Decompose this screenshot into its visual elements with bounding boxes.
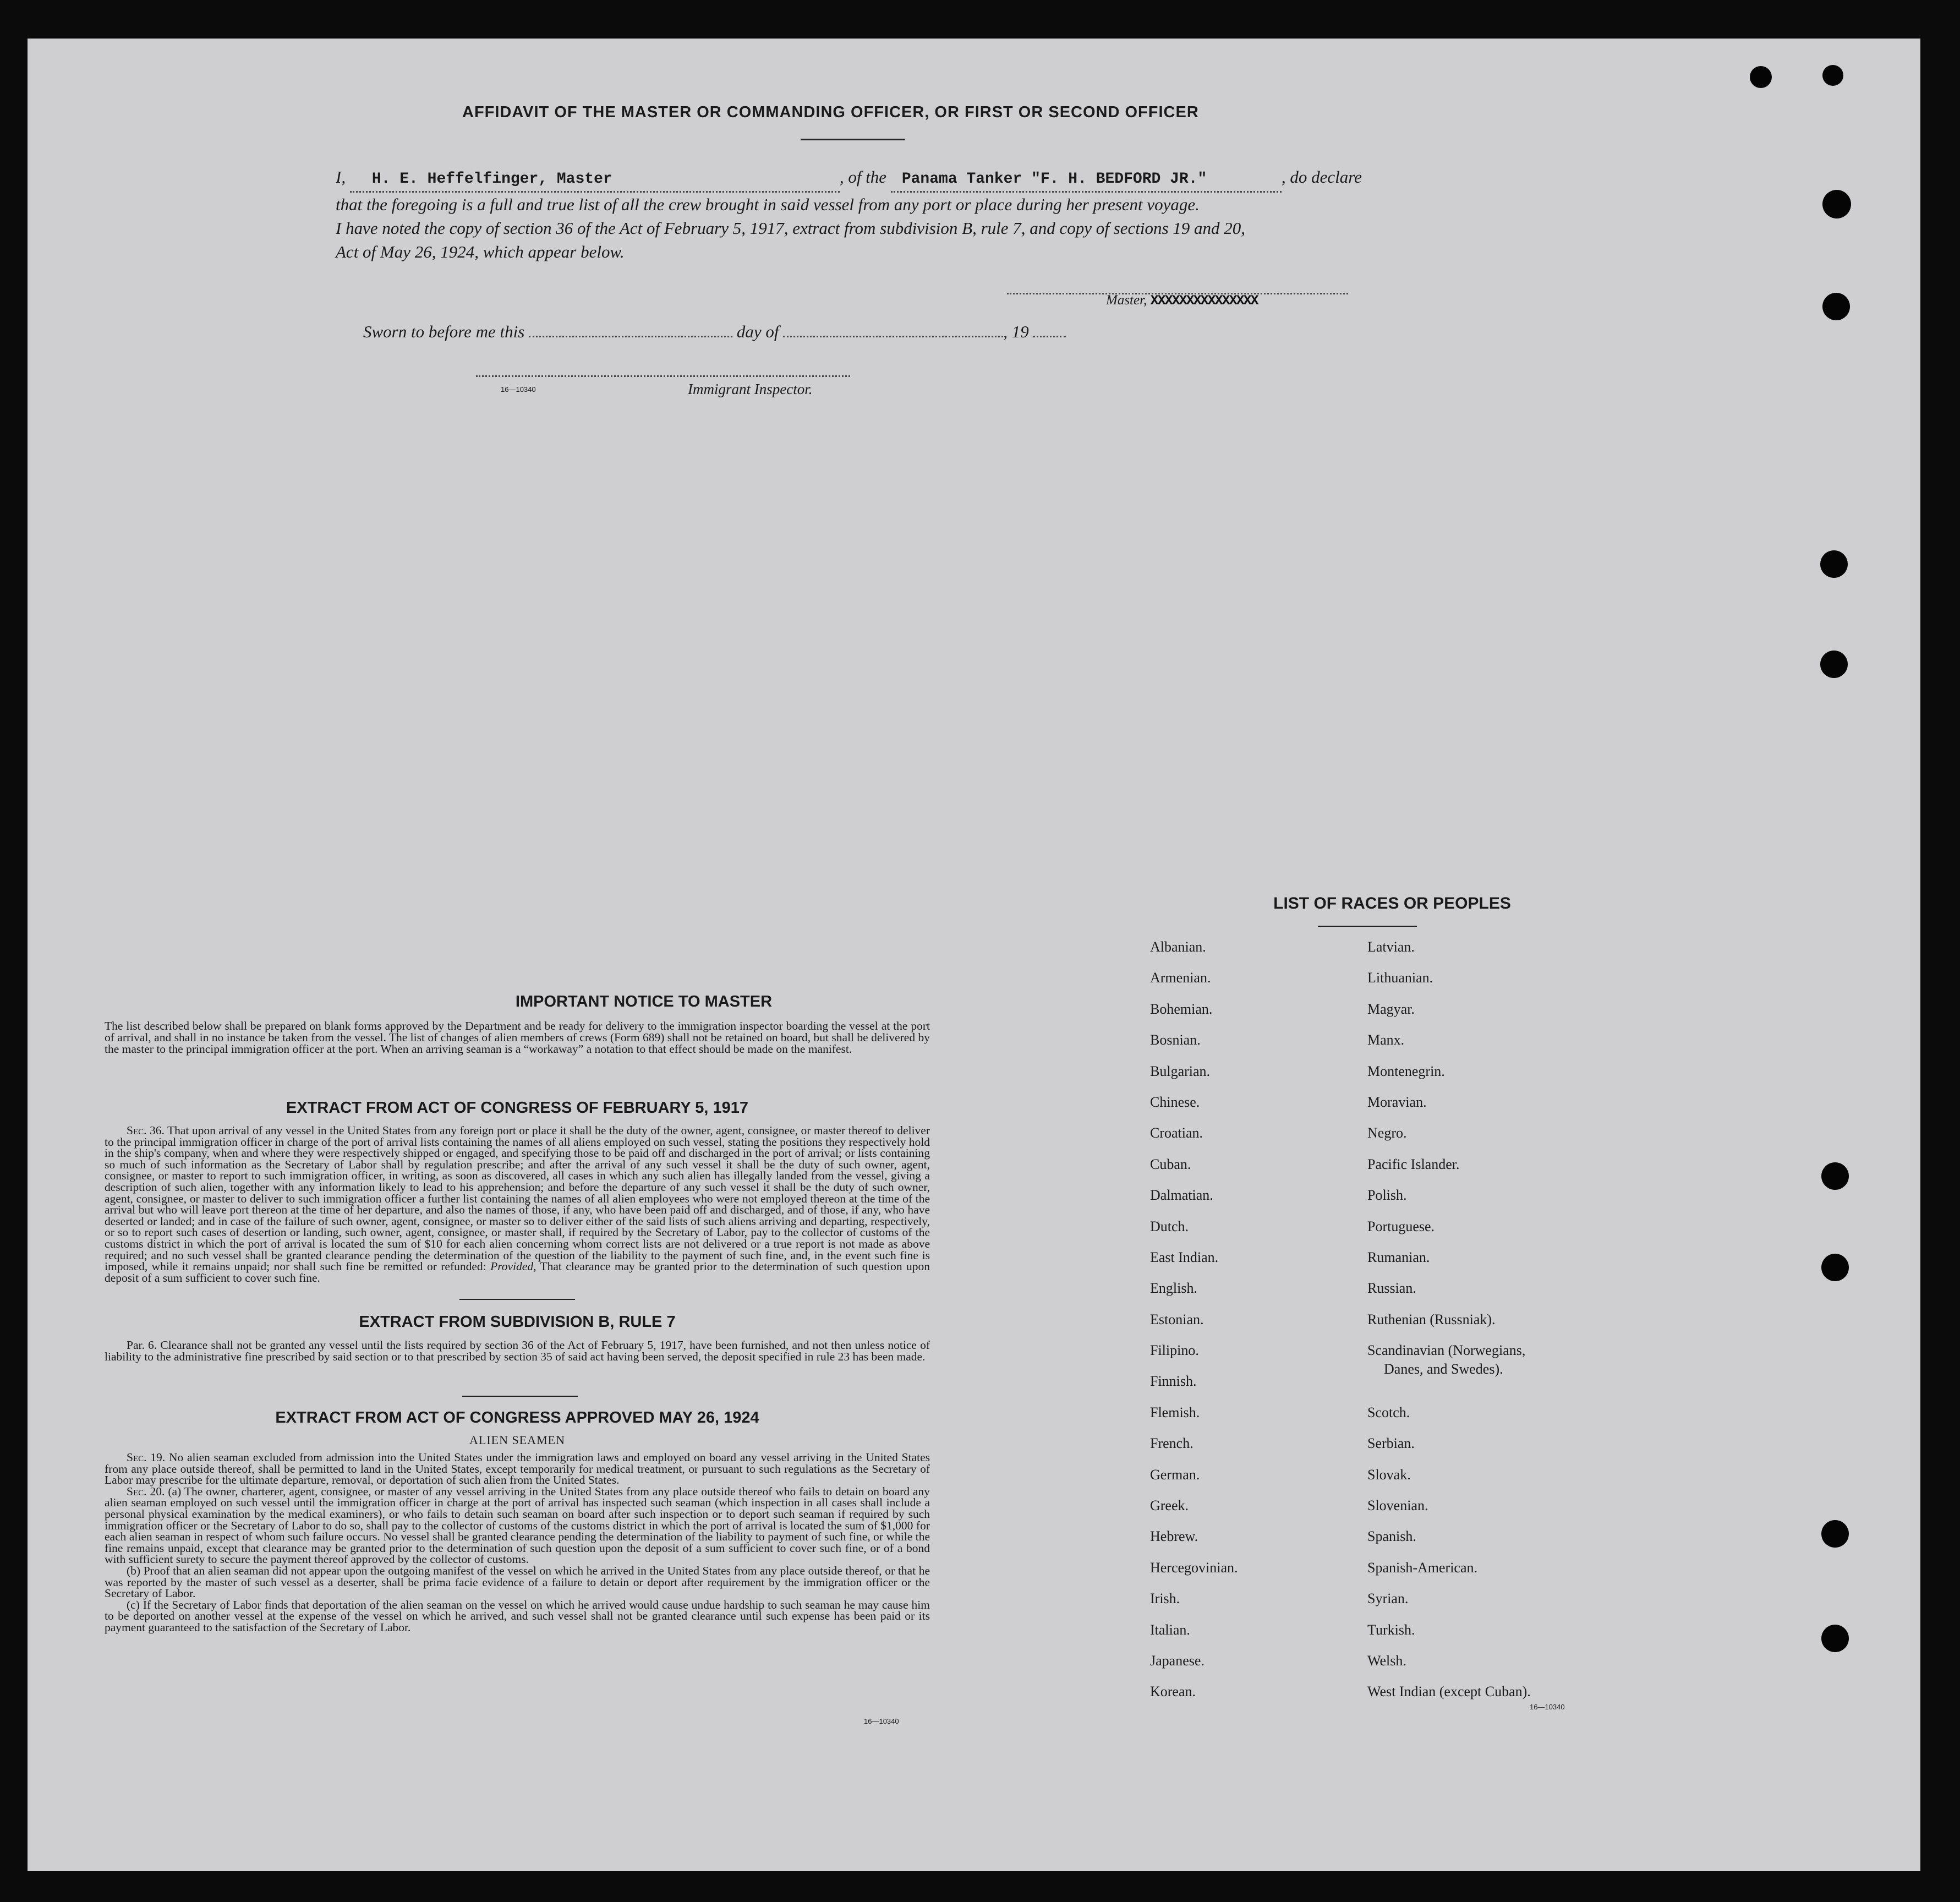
punch-hole xyxy=(1822,65,1843,86)
races-title-rule xyxy=(1318,926,1417,927)
race-item: English. xyxy=(1150,1280,1197,1297)
declaration-line-4: Act of May 26, 1924, which appear below. xyxy=(336,242,625,261)
master-name: H. E. Heffelfinger, Master xyxy=(350,167,840,193)
race-item: Bohemian. xyxy=(1150,1001,1213,1017)
races-title: LIST OF RACES OR PEOPLES xyxy=(1273,894,1511,912)
sec20a-text: (a) The owner, charterer, agent, consignee, or master of any vessel arriving in the United States from any place outside thereof who fails to detain on board any alien seaman employed on such vessel until the immigration officer in charge at the port of arrival has inspected such seaman (which inspection in all cases shall include a personal physical examination by the medical examiners), or who fails to detain such seaman on board after such inspection or to deport such seaman if required by such immigration officer or the Secretary of Labor to do so, shall pay to the collector of customs of the customs district in which the port of arrival is located the sum of $1,000 for each alien seaman in respect of whom such failure occurs. No vessel shall be granted clearance pending the determination of the liability to payment of such fine, or while the fine remains unpaid, except that clearance may be granted prior to the determination of such question upon the deposit of a sum sufficient to cover such fine, or of a bond with sufficient surety to secure the payment thereof approved by the collector of customs. xyxy=(105,1484,930,1566)
form-number: 16—10340 xyxy=(501,385,536,393)
sec36-text: That upon arrival of any vessel in the United States from any foreign port or place it shall be the duty of the owner, agent, consignee, or master thereof to deliver to the principal immigration officer in charge of the port of arrival lists containing the names of all aliens employed on such vessel, stating the positions they respectively hold in the ship's company, when and where they were respectively shipped or engaged, and specifying those to be paid off and discharged in the port of arrival; or lists containing so much of such information as the Secretary of Labor shall by regulation prescribe; and after the arrival of any such vessel it shall be the duty of such owner, agent, consignee, or master to report to such immigration officer, in writing, as soon as discovered, all cases in which any such alien has illegally landed from the vessel, giving a description of such alien, together with any information likely to lead to his apprehension; and before the departure of any such vessel it shall be the duty of such owner, agent, consignee, or master to deliver to such immigration officer a further list containing the names of all alien employees who were not employed thereon at the time of the arrival but who will leave port thereon at the time of her departure, and also the names of those, if any, who have been paid off and discharged, and of those, if any, who have deserted or landed; and in case of the failure of such owner, agent, consignee, or master so to deliver either of the said lists of such aliens arriving and departing, respectively, or so to report such cases of desertion or landing, such owner, agent, consignee, or master shall, if required by the Secretary of Labor, pay to the collector of customs of the customs district in which the port of arrival is located the sum of $10 for each alien concerning whom correct lists are not delivered or a true report is not made as above required; and no such vessel shall be granted clearance pending the determination of the question of the liability to the payment of such fine, and, in the event such fine is imposed, while it remains unpaid; nor shall such fine be remitted or refunded: xyxy=(105,1124,930,1274)
race-item: Filipino. xyxy=(1150,1342,1199,1359)
race-item: Irish. xyxy=(1150,1591,1180,1607)
race-item: Bosnian. xyxy=(1150,1032,1201,1048)
sworn-prefix: Sworn to before me this xyxy=(363,322,525,341)
race-item: Armenian. xyxy=(1150,970,1211,986)
notice-title: IMPORTANT NOTICE TO MASTER xyxy=(515,993,773,1010)
race-item: Syrian. xyxy=(1367,1591,1409,1607)
sec19-text: No alien seaman excluded from admission into the United States under the immigration laws and employed on board any vessel arriving in the United States from any place outside thereof, shall be permitted to land in the United States, except temporarily for medical treatment, or pursuant to such regulations as the Secretary of Labor may prescribe for the ultimate departure, removal, or deportation of such alien from the United States. xyxy=(105,1451,930,1487)
race-item: Croatian. xyxy=(1150,1125,1203,1141)
do-declare-text: , do declare xyxy=(1281,167,1362,187)
race-item: Spanish. xyxy=(1367,1528,1416,1545)
race-item: Manx. xyxy=(1367,1032,1405,1048)
race-item: Pacific Islander. xyxy=(1367,1156,1460,1172)
extract-1924-title: EXTRACT FROM ACT OF CONGRESS APPROVED MAY 26, 1924 xyxy=(275,1409,759,1426)
race-item: Portuguese. xyxy=(1367,1218,1435,1234)
declaration-line-2: that the foregoing is a full and true list of all the crew brought in said vessel from any port or place during her present voyage. xyxy=(336,195,1200,214)
sec36-label: Sec. 36. xyxy=(127,1124,165,1137)
i-prefix: I, xyxy=(336,167,346,187)
document-page xyxy=(28,39,1920,1871)
race-item: Korean. xyxy=(1150,1684,1196,1700)
proviso-text: That clearance may be granted prior to the determination of such question upon deposit of a sum sufficient to cover such fine. xyxy=(105,1260,930,1285)
year-prefix: , 19 xyxy=(1003,322,1029,341)
rule7-text: Par. 6. Clearance shall not be granted any vessel until the lists required by section 36 of the Act of February 5, 1917, have been furnished, and not then unless notice of liability to the administrative fine prescribed by said section or to that prescribed by section 35 of said act having been served, the deposit specified in rule 23 has been made. xyxy=(105,1338,930,1363)
extract-1924-body xyxy=(105,1452,930,1633)
proviso-label: Provided, xyxy=(490,1260,536,1274)
races-list-left xyxy=(1150,939,1238,1715)
sworn-date-field[interactable] xyxy=(529,336,732,337)
race-item: Latvian. xyxy=(1367,939,1415,955)
rule7-body xyxy=(105,1340,930,1362)
affidavit-title: AFFIDAVIT OF THE MASTER OR COMMANDING OFFICER, OR FIRST OR SECOND OFFICER xyxy=(462,103,1199,121)
race-item: Hebrew. xyxy=(1150,1528,1198,1545)
of-the-text: , of the xyxy=(839,167,887,187)
race-item: Cuban. xyxy=(1150,1156,1191,1172)
master-signature: XXXXXXXXXXXXXXX xyxy=(1150,293,1258,309)
race-item: Dalmatian. xyxy=(1150,1187,1213,1204)
race-item: Turkish. xyxy=(1367,1621,1415,1638)
race-item: French. xyxy=(1150,1435,1193,1452)
race-item: Scandinavian (Norwegians, xyxy=(1367,1342,1526,1359)
race-item: East Indian. xyxy=(1150,1249,1219,1265)
race-item: West Indian (except Cuban). xyxy=(1367,1684,1531,1700)
race-item: Finnish. xyxy=(1150,1373,1197,1390)
rule7-title: EXTRACT FROM SUBDIVISION B, RULE 7 xyxy=(359,1313,676,1331)
race-item: Chinese. xyxy=(1150,1094,1200,1110)
race-item: Greek. xyxy=(1150,1497,1189,1514)
race-item: Slovak. xyxy=(1367,1466,1411,1483)
alien-seamen-subtitle: ALIEN SEAMEN xyxy=(469,1433,565,1447)
sworn-month-field[interactable] xyxy=(783,336,1003,337)
day-of-text: day of xyxy=(736,322,779,341)
declaration-line-3: I have noted the copy of section 36 of the Act of February 5, 1917, extract from subdivision B, rule 7, and copy of sections 19 and 20, xyxy=(336,218,1246,238)
race-item: Scotch. xyxy=(1367,1404,1410,1420)
race-item: Montenegrin. xyxy=(1367,1063,1445,1079)
race-item: Slovenian. xyxy=(1367,1497,1428,1514)
section-rule xyxy=(462,1396,578,1397)
form-number: 16—10340 xyxy=(1530,1703,1565,1711)
inspector-line xyxy=(476,375,850,377)
race-item: Serbian. xyxy=(1367,1435,1415,1452)
sworn-line xyxy=(363,322,1066,342)
race-item: Magyar. xyxy=(1367,1001,1415,1017)
race-item: Polish. xyxy=(1367,1187,1407,1204)
punch-hole xyxy=(1822,190,1851,218)
punch-hole xyxy=(1820,550,1848,578)
form-number: 16—10340 xyxy=(864,1717,899,1725)
inspector-label: Immigrant Inspector. xyxy=(688,381,813,397)
race-item: German. xyxy=(1150,1466,1200,1483)
race-item: Danes, and Swedes). xyxy=(1384,1361,1503,1378)
race-item: Japanese. xyxy=(1150,1652,1205,1669)
punch-hole xyxy=(1821,1520,1849,1548)
race-item: Hercegovinian. xyxy=(1150,1559,1238,1576)
race-item: Estonian. xyxy=(1150,1311,1204,1327)
race-item: Bulgarian. xyxy=(1150,1063,1211,1079)
race-item: Spanish-American. xyxy=(1367,1559,1478,1576)
extract-1917-body xyxy=(105,1125,930,1283)
race-item: Lithuanian. xyxy=(1367,970,1433,986)
master-label: Master, xyxy=(1106,293,1147,308)
race-item: Dutch. xyxy=(1150,1218,1189,1234)
race-item: Ruthenian (Russniak). xyxy=(1367,1311,1496,1327)
declaration xyxy=(336,165,1362,264)
extract-1917-title: EXTRACT FROM ACT OF CONGRESS OF FEBRUARY 5, 1917 xyxy=(286,1099,749,1117)
race-item: Moravian. xyxy=(1367,1094,1427,1110)
vessel-name: Panama Tanker "F. H. BEDFORD JR." xyxy=(891,167,1282,193)
punch-hole xyxy=(1822,293,1850,320)
title-rule xyxy=(801,139,905,140)
punch-hole xyxy=(1821,1162,1849,1190)
sworn-year-field[interactable] xyxy=(1033,336,1066,337)
races-list-right xyxy=(1367,939,1531,1715)
race-item: Rumanian. xyxy=(1367,1249,1430,1265)
section-rule xyxy=(459,1299,575,1300)
sec19-label: Sec. 19. xyxy=(127,1451,166,1464)
race-item: Negro. xyxy=(1367,1125,1407,1141)
declaration-line-1 xyxy=(336,165,1362,193)
race-item: Welsh. xyxy=(1367,1653,1406,1669)
race-item: Flemish. xyxy=(1150,1404,1200,1420)
punch-hole xyxy=(1820,651,1848,678)
race-item: Albanian. xyxy=(1150,939,1206,955)
punch-hole xyxy=(1821,1625,1849,1652)
sec20c-text: (c) If the Secretary of Labor finds that deportation of the alien seaman on the vessel on which he arrived would cause undue hardship to such seaman he may cause him to be deported on another vessel at the expense of the vessel on which he arrived, and such vessel shall not be granted clearance until such expense has been paid or its payment guaranteed to the satisfaction of the Secretary of Labor. xyxy=(105,1598,930,1634)
sec20b-text: (b) Proof that an alien seaman did not appear upon the outgoing manifest of the vessel on which he arrived in the United States from any place outside thereof, or that he was reported by the master of such vessel as a deserter, shall be prima facie evidence of a failure to detain or deport after requirement by the immigration officer or the Secretary of Labor. xyxy=(105,1564,930,1600)
punch-hole xyxy=(1821,1254,1849,1281)
notice-body: The list described below shall be prepared on blank forms approved by the Department and be ready for delivery to the immigration inspector boarding the vessel at the port of arrival, and shall in no instance be taken from the vessel. The list of changes of alien members of crews (Form 689) shall not be retained on board, but shall be delivered by the master to the principal immigration officer at the port. When an arriving seaman is a “workaway” a notation to that effect should be made on the manifest. xyxy=(105,1019,930,1056)
race-item: Italian. xyxy=(1150,1621,1190,1638)
punch-hole xyxy=(1750,66,1772,88)
master-signature-field xyxy=(1106,293,1258,309)
race-item: Russian. xyxy=(1367,1280,1416,1297)
sec20-label: Sec. 20. xyxy=(127,1484,165,1498)
